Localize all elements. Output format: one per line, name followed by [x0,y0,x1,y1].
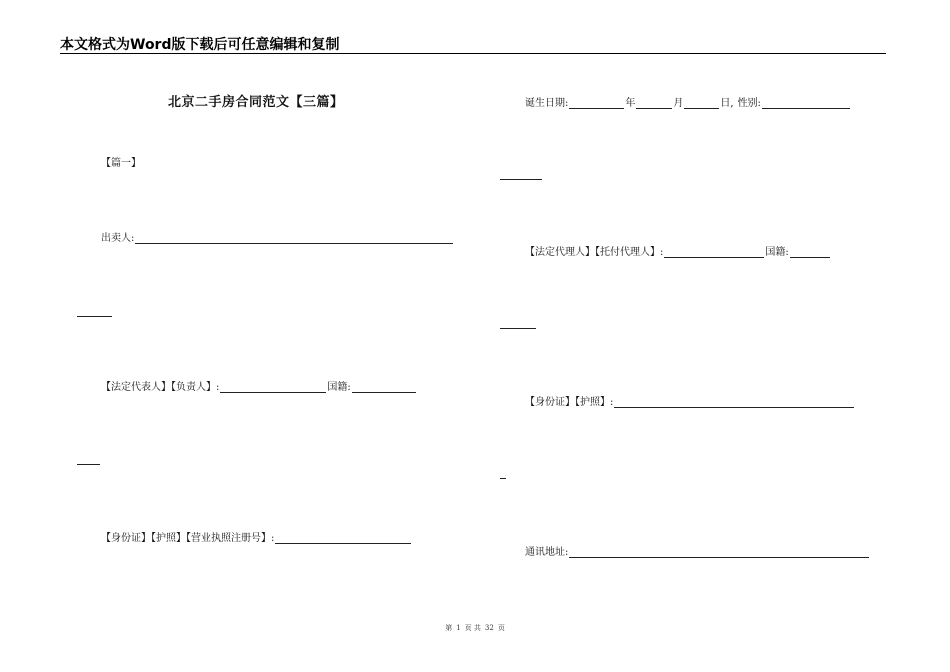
seller-field[interactable] [135,233,453,244]
agent-nationality-continuation [500,328,536,329]
nationality-label: 国籍: [327,382,351,393]
birth-month-field[interactable] [636,98,672,109]
seller-line [101,229,454,244]
agent-field[interactable] [664,247,764,258]
agent-id-continuation [500,478,506,479]
agent-label: 【法定代理人】【托付代理人】: [525,247,664,258]
seller-label: 出卖人: [101,233,135,244]
representative-field[interactable] [220,382,326,393]
page-footer [0,623,950,633]
representative-line [101,378,417,393]
agent-id-field[interactable] [614,397,854,408]
birth-line [525,94,851,109]
section-label [101,154,141,169]
agent-nationality-field[interactable] [790,247,830,258]
section-text: 【篇一】 [101,158,141,169]
document-title: 北京二手房合同范文【三篇】 [168,95,344,110]
agent-line [525,243,831,258]
seller-id-line [101,529,412,544]
day-label: 日, [720,98,734,109]
birth-day-field[interactable] [684,98,719,109]
gender-label: 性别: [737,98,761,109]
birth-year-field[interactable] [569,98,624,109]
current-page: 1 [456,624,461,632]
footer-suffix: 页 [497,624,505,632]
nationality-field-continuation [77,464,100,465]
gender-field[interactable] [762,98,850,109]
birth-label: 诞生日期: [525,98,569,109]
representative-label: 【法定代表人】【负责人】: [101,382,220,393]
total-pages: 32 [484,624,494,632]
agent-id-label: 【身份证】【护照】: [525,397,614,408]
address-label: 通讯地址: [525,547,569,558]
agent-nationality-label: 国籍: [765,247,789,258]
gender-field-continuation [500,179,542,180]
agent-id-line [525,393,855,408]
footer-mid: 页 共 [464,624,481,632]
nationality-field[interactable] [352,382,416,393]
document-header: 本文格式为Word版下载后可任意编辑和复制 [60,34,886,54]
month-label: 月 [673,98,684,109]
footer-prefix: 第 [445,624,453,632]
address-field[interactable] [569,547,869,558]
address-line [525,543,870,558]
year-label: 年 [625,98,636,109]
seller-field-continuation [77,316,112,317]
seller-id-field[interactable] [275,533,411,544]
seller-id-label: 【身份证】【护照】【营业执照注册号】: [101,533,275,544]
